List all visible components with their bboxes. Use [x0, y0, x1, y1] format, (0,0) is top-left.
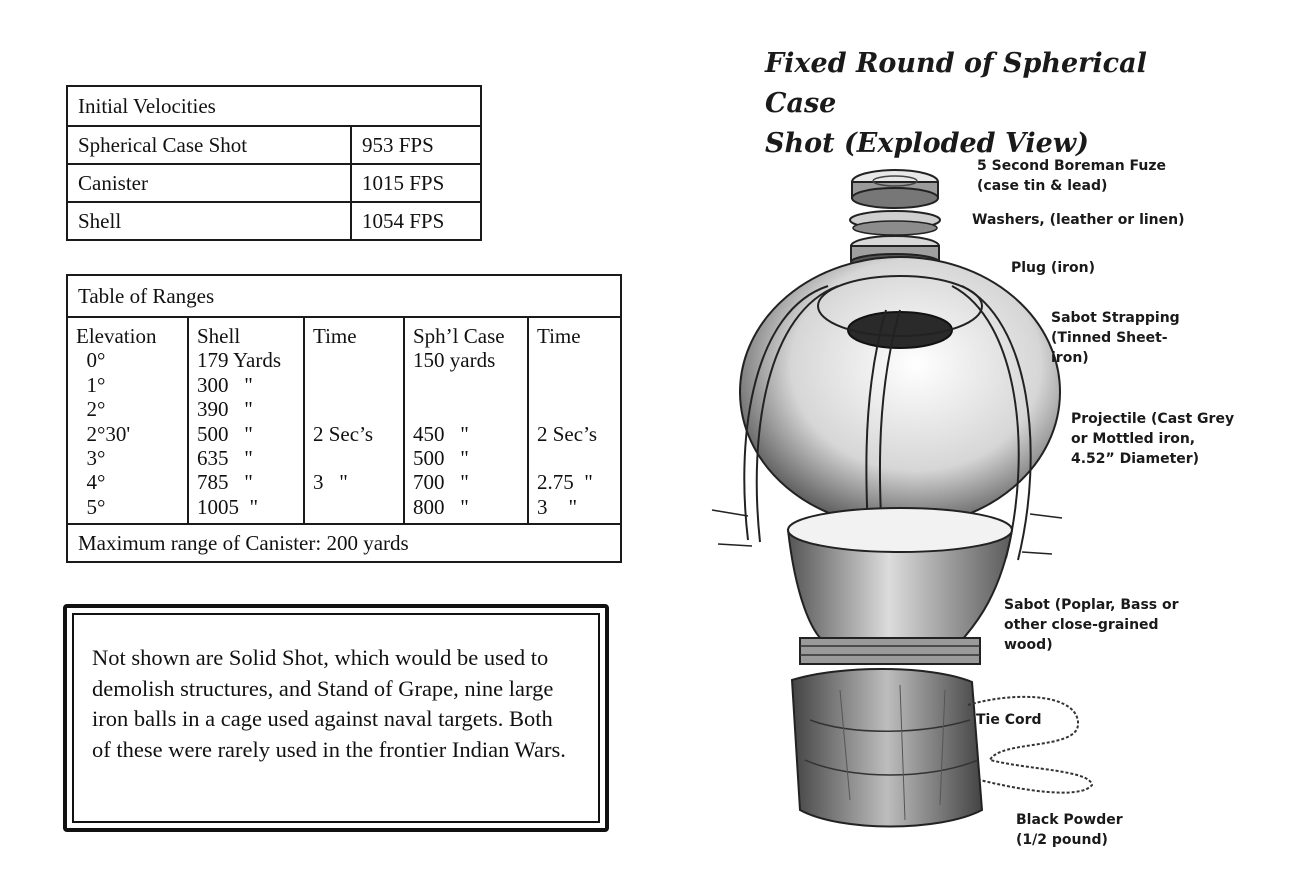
- velocity-value: 1054 FPS: [351, 202, 481, 240]
- figure-title-line-2: Shot (Exploded View): [765, 128, 1089, 159]
- cell: [313, 495, 395, 519]
- cell: 0°: [76, 348, 106, 373]
- note-box: [63, 604, 609, 832]
- velocity-value: 1015 FPS: [351, 164, 481, 202]
- cell: 150 yards: [413, 348, 496, 373]
- column-header: Time: [313, 324, 357, 348]
- shell-column: [188, 317, 304, 524]
- cell: [313, 397, 395, 421]
- cell: 179 Yards: [197, 348, 282, 373]
- cell: 785 ": [197, 470, 253, 495]
- cell: 300 ": [197, 372, 253, 397]
- cell: 2°: [76, 397, 106, 422]
- ranges-body-row: [67, 317, 621, 524]
- column-header: Time: [537, 324, 581, 348]
- label-projectile: Projectile (Cast Grey or Mottled iron, 4.52” Diameter): [1071, 411, 1235, 467]
- cell: 2°30': [76, 421, 131, 446]
- cell: 3 ": [537, 494, 578, 519]
- figure-title-line-1: Fixed Round of Spherical Case: [765, 48, 1147, 119]
- cell: [413, 397, 519, 421]
- cell: [413, 373, 519, 397]
- cell: [313, 446, 395, 470]
- shell-time-column: [304, 317, 404, 524]
- elevation-column: [67, 317, 188, 524]
- label-tie-cord: Tie Cord: [976, 712, 1042, 728]
- label-washers: Washers, (leather or linen): [972, 212, 1185, 228]
- figure-title: [765, 44, 1185, 164]
- projectile-drawing: [740, 257, 1060, 527]
- cell: [537, 348, 612, 372]
- sabot-drawing: [788, 508, 1012, 664]
- cell: 450 ": [413, 421, 469, 446]
- case-time-column: [528, 317, 621, 524]
- velocities-title: Initial Velocities: [67, 86, 481, 126]
- label-plug: Plug (iron): [1011, 260, 1096, 276]
- column-header: Elevation: [76, 324, 157, 348]
- cell: 500 ": [197, 421, 253, 446]
- cell: [537, 373, 612, 397]
- column-header: Shell: [197, 324, 241, 348]
- velocity-type: Spherical Case Shot: [67, 126, 351, 164]
- cell: 500 ": [413, 446, 469, 471]
- cell: 3 ": [313, 470, 348, 495]
- cell: 2 Sec’s: [537, 421, 598, 446]
- note-text: Not shown are Solid Shot, which would be used to demolish structures, and Stand of Grape, nine large iron balls in a cage used against naval targets. Both of these were rarely used in the frontier Indian Wars.: [92, 645, 566, 762]
- ranges-title: Table of Ranges: [67, 275, 621, 317]
- cell: [313, 373, 395, 397]
- spherical-case-column: [404, 317, 528, 524]
- table-row: [67, 202, 481, 240]
- fuze-drawing: [852, 170, 938, 208]
- table-row: [67, 164, 481, 202]
- cell: 5°: [76, 494, 106, 519]
- table-row: [67, 126, 481, 164]
- velocity-type: Canister: [67, 164, 351, 202]
- washers-drawing: [850, 211, 940, 235]
- cell: 390 ": [197, 397, 253, 422]
- label-sabot: Sabot (Poplar, Bass or other close-grained wood): [1004, 597, 1179, 653]
- label-strapping: Sabot Strapping (Tinned Sheet- iron): [1051, 310, 1180, 366]
- cell: 2.75 ": [537, 470, 593, 495]
- velocity-value: 953 FPS: [351, 126, 481, 164]
- table-of-ranges: [66, 274, 622, 563]
- velocity-type: Shell: [67, 202, 351, 240]
- cell: 635 ": [197, 446, 253, 471]
- initial-velocities-table: [66, 85, 482, 241]
- label-fuze: 5 Second Boreman Fuze (case tin & lead): [977, 158, 1167, 194]
- ranges-footer: Maximum range of Canister: 200 yards: [67, 524, 621, 562]
- cell: [537, 446, 612, 470]
- cell: [313, 348, 395, 372]
- cell: 4°: [76, 470, 106, 495]
- column-header: Sph’l Case: [413, 324, 505, 348]
- cell: 2 Sec’s: [313, 421, 374, 446]
- cell: 3°: [76, 446, 106, 471]
- cell: 1°: [76, 372, 106, 397]
- cell: 1005 ": [197, 494, 259, 519]
- cell: [537, 397, 612, 421]
- powder-bag-drawing: [792, 669, 982, 827]
- cell: 800 ": [413, 494, 469, 519]
- cell: 700 ": [413, 470, 469, 495]
- label-black-powder: Black Powder (1/2 pound): [1016, 812, 1123, 848]
